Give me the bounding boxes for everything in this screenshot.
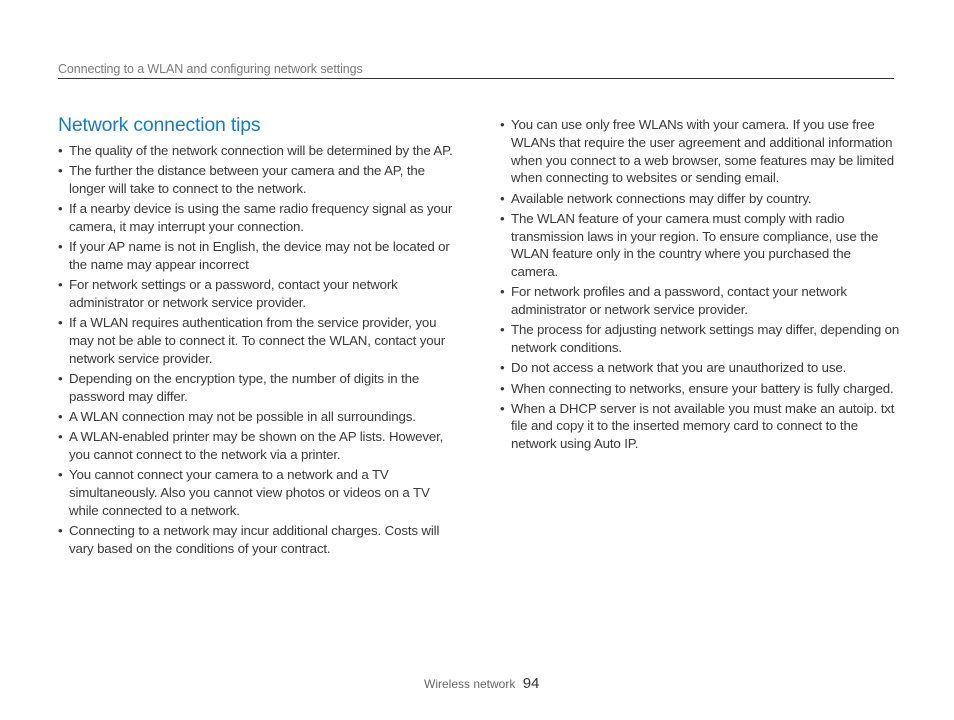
list-item: • When connecting to networks, ensure your battery is fully charged. [500, 380, 900, 398]
footer-section-label: Wireless network [424, 677, 516, 691]
list-item: • For network profiles and a password, contact your network administrator or network service provider. [500, 283, 900, 319]
list-item: • The process for adjusting network settings may differ, depending on network conditions. [500, 321, 900, 357]
list-item: • A WLAN connection may not be possible in all surroundings. [58, 408, 458, 426]
right-tips-list [500, 116, 900, 453]
page-number: 94 [522, 675, 540, 692]
list-item: • If your AP name is not in English, the device may not be located or the name may appear incorrect [58, 238, 458, 274]
left-tips-list [58, 142, 458, 557]
list-item: • The WLAN feature of your camera must comply with radio transmission laws in your region. To ensure compliance, use the WLAN feature only in the country where you purchased the camera. [500, 210, 900, 281]
list-item: • For network settings or a password, contact your network administrator or network service provider. [58, 276, 458, 312]
list-item: • Available network connections may differ by country. [500, 190, 900, 208]
list-item: • Do not access a network that you are unauthorized to use. [500, 359, 900, 377]
list-item: • Depending on the encryption type, the number of digits in the password may differ. [58, 370, 458, 406]
list-item: • If a nearby device is using the same radio frequency signal as your camera, it may interrupt your connection. [58, 200, 458, 236]
list-item: • The further the distance between your camera and the AP, the longer will take to connect to the network. [58, 162, 458, 198]
list-item: • You cannot connect your camera to a network and a TV simultaneously. Also you cannot view photos or videos on a TV while connected to a network. [58, 466, 458, 519]
list-item: • The quality of the network connection will be determined by the AP. [58, 142, 458, 160]
list-item: • Connecting to a network may incur additional charges. Costs will vary based on the conditions of your contract. [58, 522, 458, 558]
section-title: Network connection tips [58, 114, 261, 136]
list-item: • If a WLAN requires authentication from the service provider, you may not be able to connect it. To connect the WLAN, contact your network service provider. [58, 314, 458, 367]
list-item: • A WLAN-enabled printer may be shown on the AP lists. However, you cannot connect to the network via a printer. [58, 428, 458, 464]
list-item: • You can use only free WLANs with your camera. If you use free WLANs that require the user agreement and additional information when you connect to a web browser, some features may be limited when connecting to websites or sending email. [500, 116, 900, 187]
running-header: Connecting to a WLAN and configuring network settings [58, 62, 894, 79]
left-column [58, 114, 458, 560]
page-footer [424, 675, 539, 692]
right-column [500, 116, 900, 455]
list-item: • When a DHCP server is not available you must make an autoip. txt file and copy it to the inserted memory card to connect to the network using Auto IP. [500, 400, 900, 453]
